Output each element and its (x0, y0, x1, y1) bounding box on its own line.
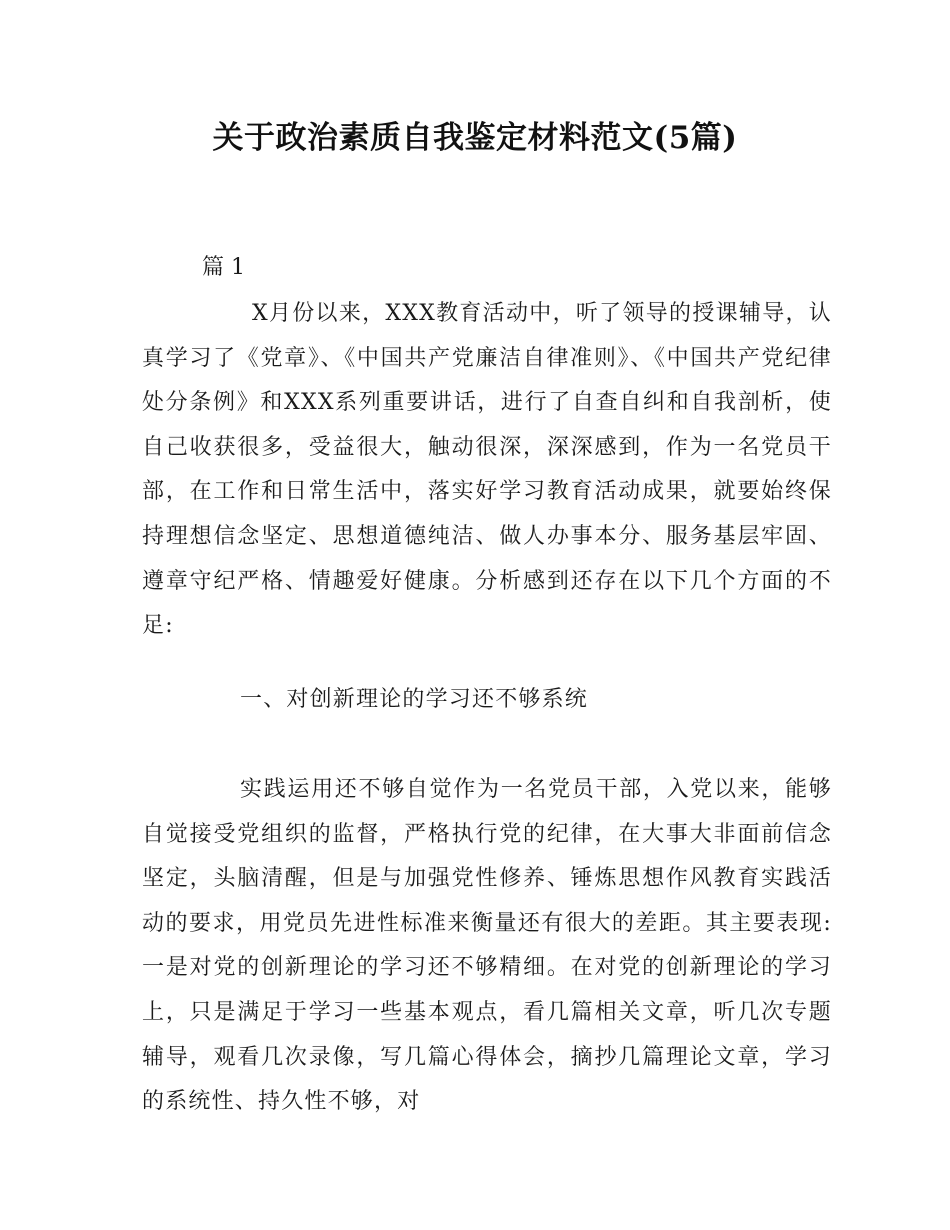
document-title: 关于政治素质自我鉴定材料范文(5篇) (212, 120, 738, 156)
paragraph-2: 实践运用还不够自觉作为一名党员干部，入党以来，能够自觉接受党组织的监督，严格执行党的纪律，在大事大非面前信念坚定，头脑清醒，但是与加强党性修养、锤炼思想作风教育实践活动的要求，用党员先进性标准来衡量还有很大的差距。其主要表现: 一是对党的创新理论的学习还不够精细。在对党的创新理论的学习上，只是满足于学习一些基本观点，看几篇相关文章，听几次专题辅导，观看几次录像，写几篇心得体会，摘抄几篇理论文章，学习的系统性、持久性不够，对 (142, 777, 832, 1115)
section-label: 篇 1 (202, 255, 245, 280)
paragraph-1: X月份以来，XXX教育活动中，听了领导的授课辅导，认真学习了《党章》、《中国共产党廉洁自律准则》、《中国共产党纪律处分条例》和XXX系列重要讲话，进行了自查自纠和自我剖析，使自己收获很多，受益很大，触动很深，深深感到，作为一名党员干部，在工作和日常生活中，落实好学习教育活动成果，就要始终保持理想信念坚定、思想道德纯洁、做人办事本分、服务基层牢固、遵章守纪严格、情趣爱好健康。分析感到还存在以下几个方面的不足: (142, 301, 832, 639)
section-heading-1: 一、对创新理论的学习还不够系统 (240, 687, 589, 712)
